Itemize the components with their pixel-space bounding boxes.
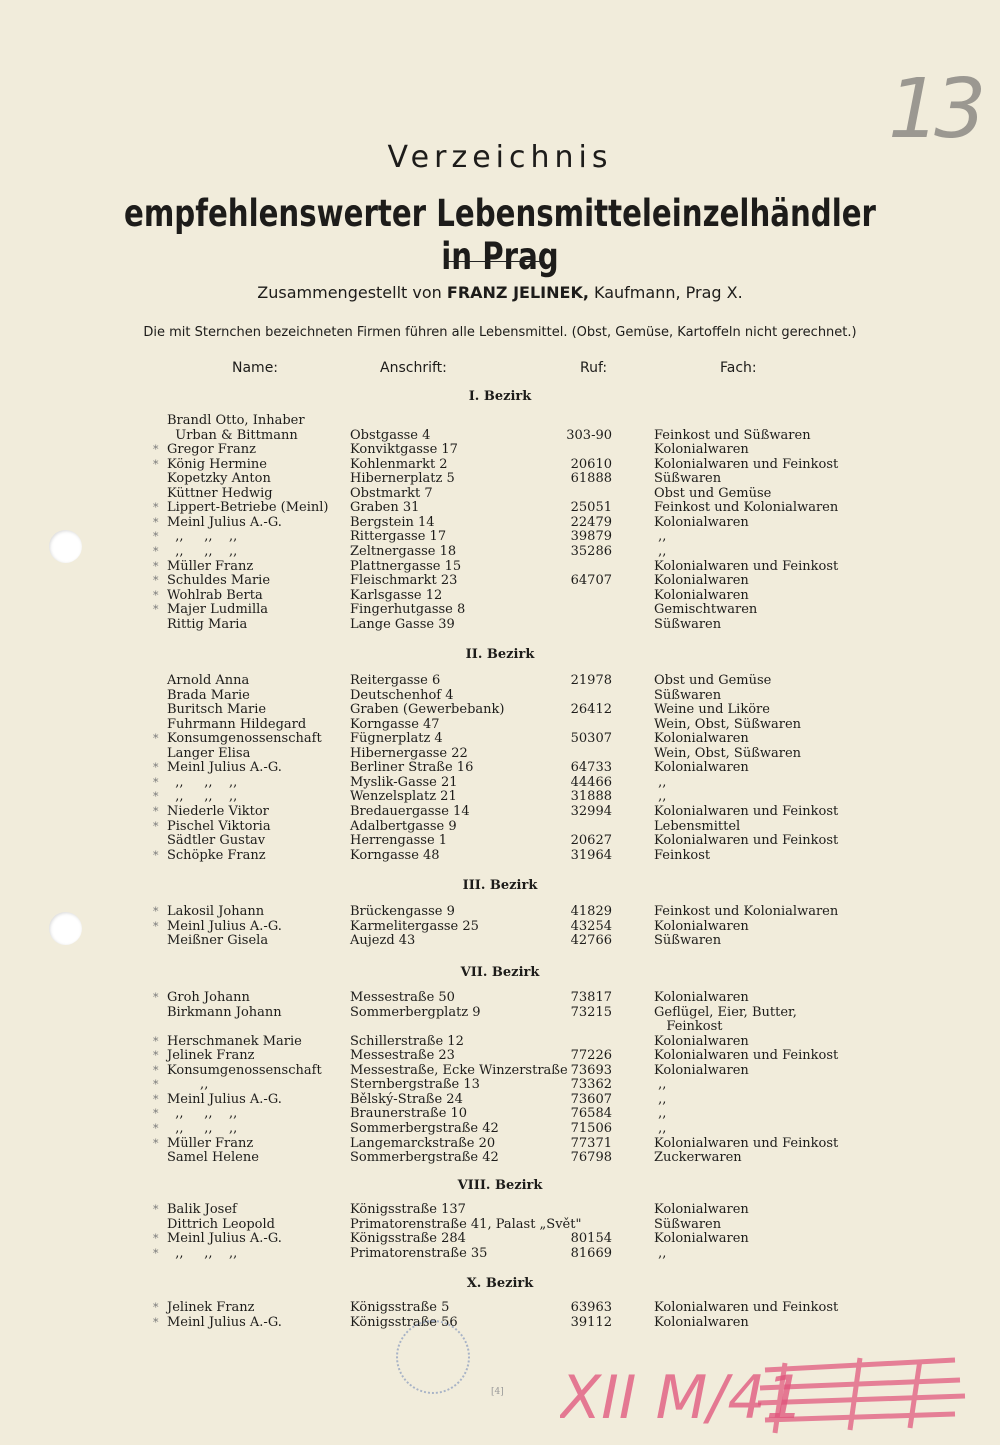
list-item: [0, 544, 1000, 559]
retailer-address: Königsstraße 5: [350, 1300, 450, 1315]
list-item: [0, 775, 1000, 790]
list-item: [0, 442, 1000, 457]
retailer-trade: Obst und Gemüse: [654, 673, 772, 688]
retailer-name: Brandl Otto, Inhaber: [167, 413, 305, 428]
district-heading: II. Bezirk: [465, 647, 535, 662]
retailer-trade: Kolonialwaren: [654, 731, 749, 747]
retailer-phone: 77371: [570, 1135, 612, 1151]
title-divider: [444, 261, 544, 262]
list-item: [0, 573, 1000, 588]
retailer-trade: Süßwaren: [654, 933, 722, 949]
retailer-trade: Kolonialwaren: [654, 1202, 749, 1217]
retailer-address: Wenzelsplatz 21: [350, 789, 457, 805]
retailer-phone: 76798: [570, 1150, 612, 1166]
retailer-trade: Kolonialwaren und Feinkost: [654, 803, 839, 819]
retailer-address: Berliner Straße 16: [350, 760, 474, 776]
retailer-name: ,, ,, ,,: [167, 1245, 238, 1261]
retailer-address: Fingerhutgasse 8: [350, 602, 466, 618]
retailer-name: Schuldes Marie: [167, 573, 271, 589]
list-item: [0, 804, 1000, 819]
retailer-address: Braunerstraße 10: [350, 1106, 468, 1122]
retailer-name: ,,: [167, 1077, 209, 1093]
retailer-phone: 32994: [570, 803, 612, 819]
asterisk-marker: *: [153, 559, 159, 573]
list-item: [0, 990, 1000, 1005]
retailer-address: Obstgasse 4: [350, 427, 431, 443]
list-item: [0, 1202, 1000, 1217]
retailer-trade: Kolonialwaren und Feinkost: [654, 833, 839, 849]
asterisk-marker: *: [153, 574, 159, 588]
list-item: [0, 1077, 1000, 1092]
asterisk-marker: *: [153, 544, 159, 558]
retailer-address: Plattnergasse 15: [350, 558, 462, 574]
retailer-name: ,, ,, ,,: [167, 1120, 238, 1136]
retailer-trade: Kolonialwaren: [654, 760, 749, 776]
retailer-address: Graben 31: [350, 500, 420, 516]
list-item: [0, 1150, 1000, 1165]
retailer-phone: 44466: [570, 774, 612, 790]
retailer-name: Meißner Gisela: [167, 933, 269, 949]
retailer-address: Obstmarkt 7: [350, 485, 433, 501]
retailer-name: Meinl Julius A.-G.: [167, 1091, 282, 1107]
retailer-address: Hibernergasse 22: [350, 745, 468, 761]
asterisk-marker: *: [153, 804, 159, 818]
asterisk-marker: *: [153, 1063, 159, 1077]
retailer-phone: 31888: [570, 789, 612, 805]
list-item: [0, 1019, 1000, 1034]
retailer-trade: Kolonialwaren und Feinkost: [654, 558, 839, 574]
asterisk-marker: *: [153, 1232, 159, 1246]
asterisk-marker: *: [153, 919, 159, 933]
retailer-trade: Feinkost und Süßwaren: [654, 427, 811, 443]
retailer-phone: 25051: [570, 500, 612, 516]
retailer-phone: 73817: [570, 990, 612, 1005]
retailer-trade: ,,: [654, 1106, 667, 1122]
retailer-trade: Gemischtwaren: [654, 602, 758, 618]
retailer-trade: Zuckerwaren: [654, 1150, 742, 1166]
list-item: [0, 1315, 1000, 1330]
list-item: [0, 1136, 1000, 1151]
retailer-name: Kopetzky Anton: [167, 471, 271, 487]
retailer-name: Rittig Maria: [167, 616, 248, 632]
retailer-name: Wohlrab Berta: [167, 587, 263, 603]
asterisk-marker: *: [153, 1049, 159, 1063]
list-item: [0, 789, 1000, 804]
retailer-address: Brückengasse 9: [350, 904, 455, 919]
retailer-trade: Feinkost: [654, 1019, 723, 1035]
retailer-name: Müller Franz: [167, 1135, 254, 1151]
retailer-name: Küttner Hedwig: [167, 485, 273, 501]
retailer-trade: Kolonialwaren: [654, 990, 749, 1005]
retailer-phone: 80154: [570, 1231, 612, 1247]
asterisk-marker: *: [153, 819, 159, 833]
district-heading: I. Bezirk: [468, 389, 532, 404]
retailer-address: Zeltnergasse 18: [350, 543, 457, 559]
retailer-name: ,, ,, ,,: [167, 543, 238, 559]
retailer-address: Aujezd 43: [350, 933, 416, 949]
retailer-address: Langemarckstraße 20: [350, 1135, 496, 1151]
retailer-phone: 22479: [570, 514, 612, 530]
district-heading: X. Bezirk: [466, 1276, 534, 1291]
retailer-trade: Obst und Gemüse: [654, 485, 772, 501]
retailer-trade: Süßwaren: [654, 687, 722, 703]
list-item: [0, 1092, 1000, 1107]
retailer-name: ,, ,, ,,: [167, 774, 238, 790]
column-header-address: Anschrift:: [380, 360, 447, 376]
red-pencil-annotation: [560, 1348, 980, 1438]
retailer-phone: 31964: [570, 847, 612, 863]
retailer-trade: Kolonialwaren und Feinkost: [654, 1135, 839, 1151]
retailer-trade: Feinkost und Kolonialwaren: [654, 904, 839, 919]
retailer-address: Messestraße 23: [350, 1048, 455, 1064]
retailer-trade: Süßwaren: [654, 471, 722, 487]
asterisk-marker: *: [153, 530, 159, 544]
asterisk-marker: *: [153, 1078, 159, 1092]
list-item: [0, 457, 1000, 472]
retailer-address: Primatorenstraße 41, Palast „Svět": [350, 1216, 582, 1232]
asterisk-marker: *: [153, 1246, 159, 1260]
retailer-address: Königsstraße 56: [350, 1314, 458, 1330]
list-item: [0, 819, 1000, 834]
retailer-trade: ,,: [654, 774, 667, 790]
retailer-trade: Kolonialwaren: [654, 587, 749, 603]
retailer-name: Schöpke Franz: [167, 847, 266, 863]
retailer-phone: 20610: [570, 456, 612, 472]
list-item: [0, 1231, 1000, 1246]
list-item: [0, 602, 1000, 617]
asterisk-marker: *: [153, 732, 159, 746]
asterisk-marker: *: [153, 501, 159, 515]
retailer-trade: ,,: [654, 543, 667, 559]
retailer-phone: 73215: [570, 1004, 612, 1020]
retailer-name: König Hermine: [167, 456, 267, 472]
district-heading: III. Bezirk: [462, 878, 538, 893]
retailer-address: Sommerbergstraße 42: [350, 1120, 499, 1136]
asterisk-marker: *: [153, 1315, 159, 1329]
column-header-name: Name:: [232, 360, 279, 376]
compiled-prefix: Zusammengestellt von: [257, 283, 442, 302]
retailer-trade: ,,: [654, 1091, 667, 1107]
retailer-name: Langer Elisa: [167, 745, 251, 761]
asterisk-marker: *: [153, 515, 159, 529]
list-item: [0, 1300, 1000, 1315]
retailer-trade: Kolonialwaren: [654, 1231, 749, 1247]
retailer-name: Jelinek Franz: [167, 1300, 255, 1315]
list-item: [0, 1106, 1000, 1121]
retailer-address: Adalbertgasse 9: [350, 818, 457, 834]
list-item: [0, 833, 1000, 848]
retailer-address: Graben (Gewerbebank): [350, 702, 505, 718]
retailer-name: Brada Marie: [167, 687, 250, 703]
retailer-phone: 39879: [570, 529, 612, 545]
retailer-name: ,, ,, ,,: [167, 789, 238, 805]
retailer-phone: 41829: [570, 904, 612, 919]
retailer-phone: 39112: [570, 1314, 612, 1330]
list-item: [0, 500, 1000, 515]
retailer-address: Korngasse 47: [350, 716, 440, 732]
retailer-address: Kohlenmarkt 2: [350, 456, 448, 472]
retailer-trade: Kolonialwaren und Feinkost: [654, 1300, 839, 1315]
asterisk-marker: *: [153, 457, 159, 471]
retailer-trade: Wein, Obst, Süßwaren: [654, 745, 802, 761]
asterisk-marker: *: [153, 991, 159, 1004]
list-item: [0, 746, 1000, 761]
asterisk-marker: *: [153, 1301, 159, 1314]
asterisk-marker: *: [153, 761, 159, 775]
column-header-tel: Ruf:: [580, 360, 608, 376]
asterisk-marker: *: [153, 443, 159, 457]
asterisk-marker: *: [153, 1203, 159, 1216]
retailer-address: Deutschenhof 4: [350, 687, 454, 703]
list-item: [0, 731, 1000, 746]
list-item: [0, 1217, 1000, 1232]
retailer-address: Konviktgasse 17: [350, 442, 458, 458]
asterisk-marker: *: [153, 603, 159, 617]
retailer-trade: Kolonialwaren: [654, 918, 749, 934]
list-item: [0, 1005, 1000, 1020]
retailer-trade: Weine und Liköre: [654, 702, 770, 718]
asterisk-marker: *: [153, 1107, 159, 1121]
retailer-trade: Lebensmittel: [654, 818, 741, 834]
retailer-trade: Kolonialwaren: [654, 1062, 749, 1078]
compiler-name: FRANZ JELINEK,: [446, 283, 589, 302]
retailer-address: Sommerbergstraße 42: [350, 1150, 499, 1166]
list-item: [0, 1048, 1000, 1063]
retailer-phone: 77226: [570, 1048, 612, 1064]
retailer-phone: 61888: [570, 471, 612, 487]
retailer-address: Fleischmarkt 23: [350, 573, 458, 589]
retailer-trade: Kolonialwaren: [654, 514, 749, 530]
retailer-address: Herrengasse 1: [350, 833, 448, 849]
retailer-phone: 43254: [570, 918, 612, 934]
list-item: [0, 848, 1000, 863]
retailer-address: Karlsgasse 12: [350, 587, 443, 603]
retailer-name: Pischel Viktoria: [167, 818, 271, 834]
retailer-trade: Kolonialwaren: [654, 442, 749, 458]
retailer-trade: ,,: [654, 1120, 667, 1136]
list-item: [0, 559, 1000, 574]
retailer-phone: 63963: [570, 1300, 612, 1315]
retailer-name: Gregor Franz: [167, 442, 256, 458]
retailer-address: Fügnerplatz 4: [350, 731, 443, 747]
retailer-address: Schillerstraße 12: [350, 1033, 464, 1049]
document-subtitle: empfehlenswerter Lebensmitteleinzelhändler in Prag: [124, 192, 876, 278]
retailer-trade: Wein, Obst, Süßwaren: [654, 716, 802, 732]
retailer-trade: Kolonialwaren: [654, 1314, 749, 1330]
list-item: [0, 428, 1000, 443]
retailer-trade: Kolonialwaren: [654, 1033, 749, 1049]
retailer-phone: 26412: [570, 702, 612, 718]
retailer-name: Meinl Julius A.-G.: [167, 1314, 282, 1330]
retailer-phone: 42766: [570, 933, 612, 949]
retailer-name: Buritsch Marie: [167, 702, 267, 718]
list-item: [0, 933, 1000, 948]
list-item: [0, 1246, 1000, 1261]
column-header-trade: Fach:: [720, 360, 757, 376]
retailer-address: Hibernerplatz 5: [350, 471, 455, 487]
retailer-address: Messestraße, Ecke Winzerstraße: [350, 1062, 568, 1078]
retailer-address: Primatorenstraße 35: [350, 1245, 488, 1261]
list-item: [0, 919, 1000, 934]
asterisk-marker: *: [153, 1092, 159, 1106]
list-item: [0, 617, 1000, 632]
retailer-address: Messestraße 50: [350, 990, 455, 1005]
list-item: [0, 1063, 1000, 1078]
retailer-name: Sädtler Gustav: [167, 833, 266, 849]
compiled-by-line: [0, 283, 1000, 302]
retailer-name: Samel Helene: [167, 1150, 259, 1166]
retailer-address: Korngasse 48: [350, 847, 440, 863]
list-item: [0, 688, 1000, 703]
asterisk-marker: *: [153, 1121, 159, 1135]
retailer-trade: Feinkost: [654, 847, 711, 863]
retailer-trade: Feinkost und Kolonialwaren: [654, 500, 839, 516]
asterisk-marker: *: [153, 790, 159, 804]
retailer-address: Bělský-Straße 24: [350, 1091, 463, 1107]
retailer-address: Lange Gasse 39: [350, 616, 455, 632]
retailer-phone: 35286: [570, 543, 612, 559]
retailer-name: Groh Johann: [167, 990, 250, 1005]
retailer-phone: 50307: [570, 731, 612, 747]
list-item: [0, 1121, 1000, 1136]
retailer-address: Myslik-Gasse 21: [350, 774, 458, 790]
asterisk-marker: *: [153, 775, 159, 789]
retailer-name: Dittrich Leopold: [167, 1216, 275, 1232]
retailer-name: Lakosil Johann: [167, 904, 265, 919]
retailer-name: Arnold Anna: [167, 673, 250, 688]
retailer-name: Meinl Julius A.-G.: [167, 760, 282, 776]
red-annotation-text: XII M/41: [560, 1363, 804, 1433]
retailer-trade: Süßwaren: [654, 1216, 722, 1232]
retailer-name: Lippert-Betriebe (Meinl): [167, 500, 329, 516]
retailer-name: Meinl Julius A.-G.: [167, 1231, 282, 1247]
retailer-phone: 81669: [570, 1245, 612, 1261]
list-item: [0, 486, 1000, 501]
asterisk-note: Die mit Sternchen bezeichneten Firmen führen alle Lebensmittel. (Obst, Gemüse, Kartoffeln nicht gerechnet.): [143, 325, 857, 340]
retailer-trade: Kolonialwaren und Feinkost: [654, 1048, 839, 1064]
asterisk-marker: *: [153, 1136, 159, 1150]
page-mark: [4]: [491, 1387, 504, 1397]
retailer-trade: ,,: [654, 1077, 667, 1093]
retailer-address: Bredauergasse 14: [350, 803, 470, 819]
list-item: [0, 760, 1000, 775]
list-item: [0, 1034, 1000, 1049]
retailer-phone: 64733: [570, 760, 612, 776]
retailer-name: Birkmann Johann: [167, 1004, 282, 1020]
asterisk-marker: *: [153, 905, 159, 918]
retailer-name: Konsumgenossenschaft: [167, 731, 322, 747]
retailer-name: Urban & Bittmann: [167, 427, 298, 443]
retailer-phone: 73607: [570, 1091, 612, 1107]
retailer-name: Niederle Viktor: [167, 803, 269, 819]
retailer-phone: 73362: [570, 1077, 612, 1093]
retailer-phone: 303-90: [566, 427, 612, 443]
asterisk-marker: *: [153, 588, 159, 602]
retailer-name: Meinl Julius A.-G.: [167, 514, 282, 530]
retailer-name: Balik Josef: [167, 1202, 237, 1217]
list-item: [0, 471, 1000, 486]
retailer-phone: 76584: [570, 1106, 612, 1122]
retailer-trade: Kolonialwaren: [654, 573, 749, 589]
document-title: Verzeichnis: [387, 140, 613, 175]
list-item: [0, 702, 1000, 717]
compiled-suffix: Kaufmann, Prag X.: [594, 283, 743, 302]
retailer-phone: 21978: [570, 673, 612, 688]
faint-stamp: [396, 1320, 470, 1394]
district-heading: VIII. Bezirk: [457, 1178, 543, 1193]
retailer-name: Konsumgenossenschaft: [167, 1062, 322, 1078]
retailer-address: Reitergasse 6: [350, 673, 441, 688]
retailer-trade: Süßwaren: [654, 616, 722, 632]
retailer-address: Sommerbergplatz 9: [350, 1004, 481, 1020]
retailer-name: Fuhrmann Hildegard: [167, 716, 307, 732]
handwritten-page-number: 13: [888, 62, 981, 157]
retailer-trade: ,,: [654, 1245, 667, 1261]
list-item: [0, 904, 1000, 919]
list-item: [0, 515, 1000, 530]
retailer-name: Jelinek Franz: [167, 1048, 255, 1064]
retailer-trade: ,,: [654, 789, 667, 805]
retailer-name: Herschmanek Marie: [167, 1033, 302, 1049]
retailer-trade: Kolonialwaren und Feinkost: [654, 456, 839, 472]
retailer-address: Rittergasse 17: [350, 529, 447, 545]
retailer-address: Königsstraße 284: [350, 1231, 466, 1247]
retailer-phone: 20627: [570, 833, 612, 849]
retailer-name: Müller Franz: [167, 558, 254, 574]
list-item: [0, 673, 1000, 688]
retailer-phone: 64707: [570, 573, 612, 589]
retailer-trade: Geflügel, Eier, Butter,: [654, 1004, 797, 1020]
retailer-phone: 71506: [570, 1120, 612, 1136]
retailer-address: Sternbergstraße 13: [350, 1077, 480, 1093]
list-item: [0, 588, 1000, 603]
retailer-name: Meinl Julius A.-G.: [167, 918, 282, 934]
district-heading: VII. Bezirk: [460, 965, 540, 980]
list-item: [0, 529, 1000, 544]
list-item: [0, 717, 1000, 732]
retailer-address: Königsstraße 137: [350, 1202, 466, 1217]
retailer-trade: ,,: [654, 529, 667, 545]
retailer-phone: 73693: [570, 1062, 612, 1078]
retailer-name: Majer Ludmilla: [167, 602, 269, 618]
list-item: [0, 413, 1000, 428]
retailer-name: ,, ,, ,,: [167, 1106, 238, 1122]
asterisk-marker: *: [153, 848, 159, 862]
asterisk-marker: *: [153, 1034, 159, 1048]
retailer-address: Bergstein 14: [350, 514, 435, 530]
retailer-address: Karmelitergasse 25: [350, 918, 479, 934]
retailer-name: ,, ,, ,,: [167, 529, 238, 545]
